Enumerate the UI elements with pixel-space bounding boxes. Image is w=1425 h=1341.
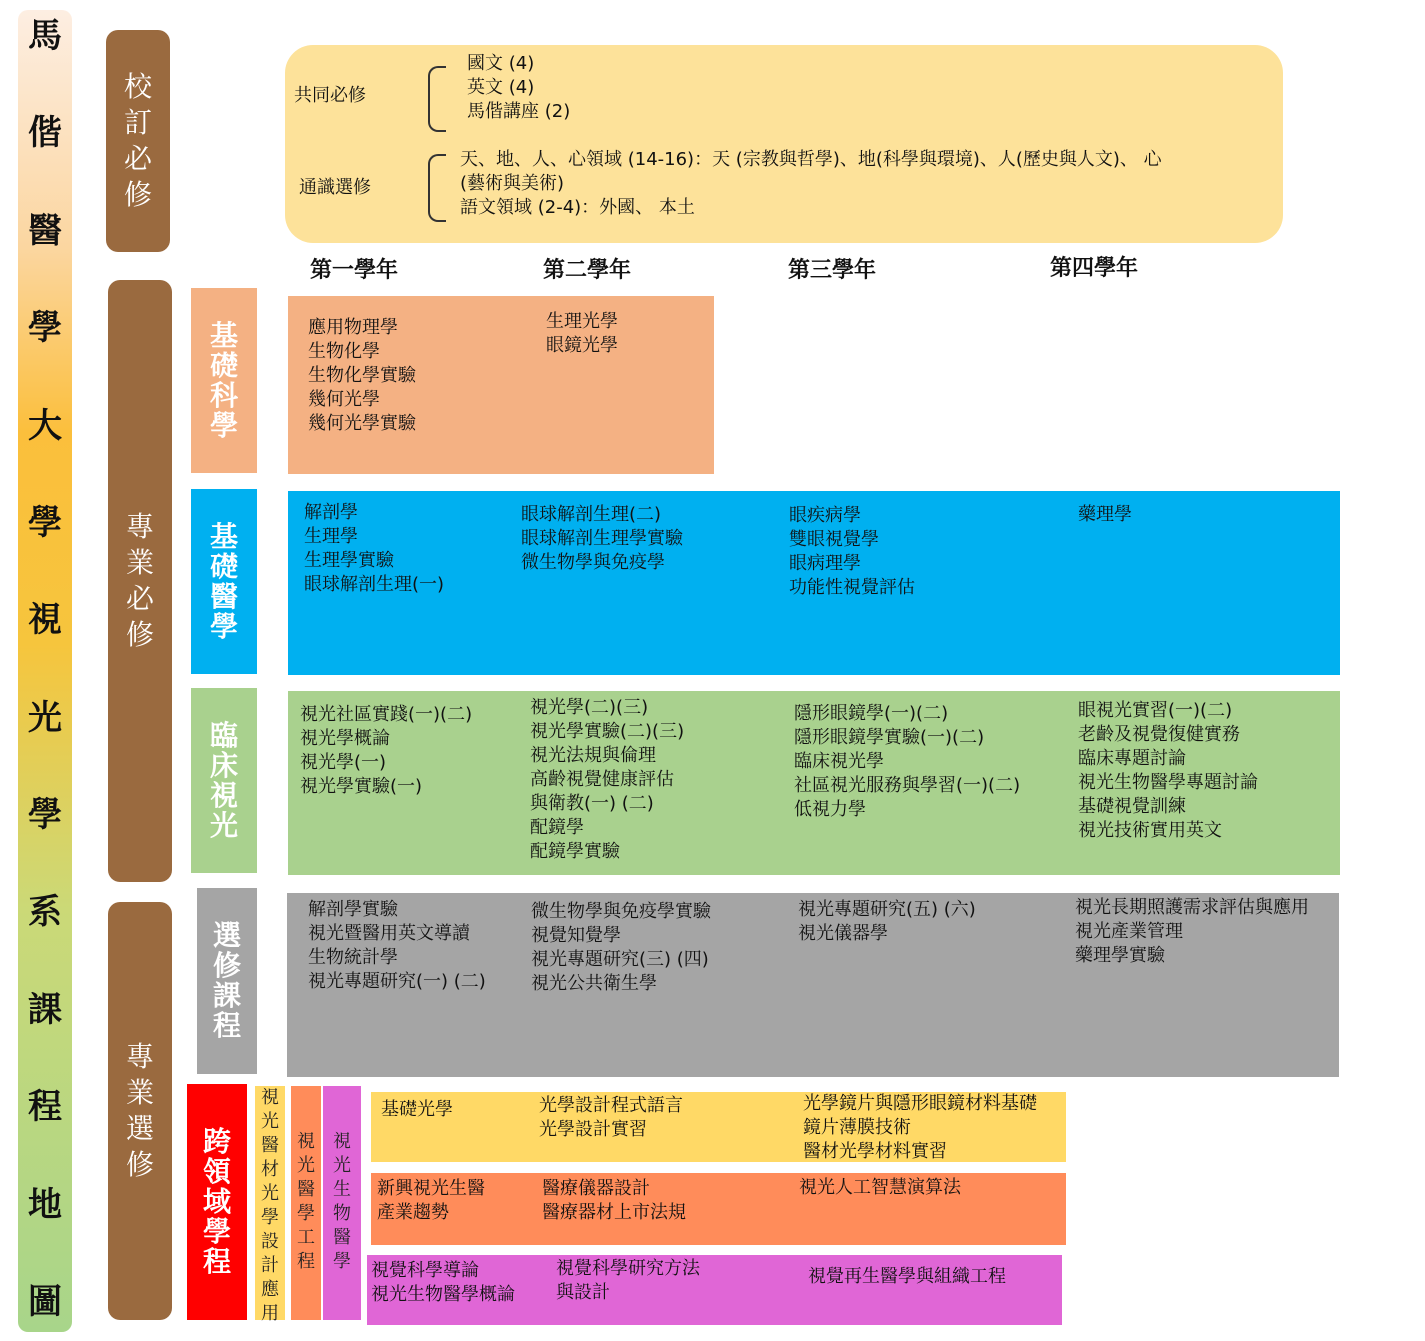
- course-item: 藥理學: [1078, 504, 1132, 525]
- category-label-char: 光: [209, 808, 238, 842]
- cross-row2-b: [542, 1177, 686, 1225]
- category-label-char: 域: [202, 1185, 231, 1218]
- program-strip-char: 光: [261, 1111, 279, 1132]
- course-item: 光學設計實習: [539, 1119, 647, 1140]
- label-basic-science: [191, 288, 257, 473]
- course-item: 眼鏡光學: [546, 335, 618, 356]
- side-label-char: 訂: [123, 106, 152, 139]
- category-label-char: 程: [212, 1009, 241, 1042]
- course-item: 雙眼視覺學: [789, 529, 879, 550]
- course-item: 臨床專題討論: [1078, 748, 1186, 769]
- title-char: 地: [28, 1184, 62, 1225]
- course-item: 解剖學: [304, 502, 358, 523]
- course-item: 醫療器材上市法規: [542, 1202, 686, 1223]
- common-required-item: 馬偕講座 (2): [467, 101, 571, 122]
- side-label-char: 選: [125, 1112, 154, 1145]
- course-item: 視光長期照護需求評估與應用: [1075, 897, 1309, 918]
- category-label-char: 學: [209, 408, 238, 442]
- elective-y2: [531, 900, 711, 996]
- program-strip-char: 工: [297, 1227, 315, 1248]
- title-char: 視: [28, 600, 62, 641]
- clinical-y2: [530, 696, 684, 864]
- category-label-char: 課: [212, 979, 241, 1012]
- course-item: 視光學(二)(三): [530, 697, 649, 718]
- course-item: 光學設計程式語言: [539, 1095, 683, 1116]
- course-item: 眼視光實習(一)(二): [1078, 700, 1233, 721]
- basic-medicine-y4: [1078, 503, 1132, 527]
- category-label-char: 學: [202, 1215, 231, 1248]
- program-strip-char: 光: [297, 1155, 315, 1176]
- course-item: 鏡片薄膜技術: [803, 1117, 911, 1138]
- strip-optometry-biomed: [323, 1086, 361, 1320]
- title-char: 學: [28, 502, 62, 543]
- course-item: 老齡及視覺復健實務: [1078, 724, 1240, 745]
- course-item: 眼球解剖生理學實驗: [521, 528, 683, 549]
- cross-row3-b: [556, 1257, 700, 1305]
- course-item: 產業趨勢: [377, 1202, 449, 1223]
- side-label-char: 業: [125, 546, 154, 579]
- course-item: 生理學: [304, 526, 358, 547]
- cross-row3-c: [808, 1265, 1006, 1289]
- label-revised-required: [106, 30, 170, 252]
- side-label-char: 修: [125, 618, 154, 651]
- common-required-items: [467, 52, 570, 124]
- common-required-item: 國文 (4): [467, 53, 535, 74]
- program-strip-char: 生: [333, 1179, 351, 1200]
- program-strip-char: 光: [261, 1183, 279, 1204]
- program-strip-char: 設: [261, 1231, 279, 1252]
- course-item: 解剖學實驗: [308, 899, 398, 920]
- course-item: 視覺再生醫學與組織工程: [808, 1266, 1006, 1287]
- course-item: 視覺知覺學: [531, 925, 621, 946]
- basic-science-y2: [546, 310, 618, 358]
- course-item: 高齡視覺健康評估: [530, 769, 674, 790]
- course-item: 基礎視覺訓練: [1078, 796, 1186, 817]
- category-label-char: 基: [209, 519, 238, 553]
- common-elective-line: 天、地、人、心領域 (14-16)：天 (宗教與哲學)、地(科學與環境)、人(歷史與人文)、 心: [460, 149, 1162, 170]
- title-char: 程: [28, 1087, 62, 1128]
- year-3: 第三學年: [788, 258, 877, 283]
- program-strip-char: 計: [261, 1255, 279, 1276]
- program-strip-char: 學: [261, 1207, 279, 1228]
- program-strip-char: 視: [261, 1087, 279, 1108]
- label-major-required: [108, 280, 172, 882]
- title-char: 系: [28, 892, 62, 933]
- course-item: 社區視光服務與學習(一)(二): [794, 775, 1021, 796]
- course-item: 醫療儀器設計: [542, 1178, 650, 1199]
- course-item: 視光暨醫用英文導讀: [308, 923, 470, 944]
- program-strip-char: 物: [333, 1203, 351, 1224]
- clinical-y1: [300, 703, 472, 799]
- category-label-char: 臨: [209, 718, 238, 752]
- label-clinical: [191, 688, 257, 873]
- category-label-char: 學: [209, 609, 238, 643]
- clinical-y4: [1078, 699, 1258, 843]
- cross-row1-a: [381, 1098, 453, 1122]
- common-elective-lines: [460, 148, 1162, 220]
- course-item: 隱形眼鏡學(一)(二): [794, 703, 949, 724]
- category-label-char: 跨: [202, 1125, 231, 1158]
- title-char: 學: [28, 795, 62, 835]
- category-label-char: 選: [212, 919, 241, 952]
- category-label-char: 礎: [209, 348, 238, 382]
- course-item: 配鏡學實驗: [530, 841, 620, 862]
- title-char: 圖: [28, 1281, 62, 1322]
- title-char: 大: [28, 405, 62, 446]
- label-basic-medicine: [191, 489, 257, 674]
- course-item: 眼病理學: [789, 553, 861, 574]
- elective-y4: [1075, 896, 1309, 968]
- title-char: 課: [28, 989, 62, 1030]
- brace-required: [428, 66, 446, 132]
- course-item: 功能性視覺評估: [789, 577, 915, 598]
- program-strip-char: 醫: [261, 1135, 279, 1156]
- side-label-char: 校: [123, 70, 152, 103]
- course-item: 低視力學: [794, 799, 866, 820]
- course-item: 光學鏡片與隱形眼鏡材料基礎: [803, 1093, 1037, 1114]
- vertical-title: [18, 10, 72, 1332]
- course-item: 藥理學實驗: [1075, 945, 1165, 966]
- title-char: 光: [28, 697, 62, 738]
- common-elective-label: 通識選修: [299, 177, 371, 198]
- program-strip-char: 醫: [297, 1179, 315, 1200]
- course-item: 視光專題研究(三) (四): [531, 949, 709, 970]
- program-strip-char: 程: [297, 1251, 315, 1272]
- side-label-char: 專: [125, 1040, 154, 1073]
- common-elective-line: (藝術與美術): [460, 173, 565, 194]
- strip-optical-device: [255, 1086, 285, 1324]
- course-item: 生理學實驗: [304, 550, 394, 571]
- category-label-char: 視: [209, 778, 238, 812]
- label-cross-domain: [187, 1084, 247, 1320]
- course-item: 幾何光學: [308, 389, 380, 410]
- program-strip-char: 學: [333, 1251, 351, 1272]
- side-label-char: 修: [125, 1148, 154, 1181]
- category-label-char: 程: [202, 1245, 231, 1278]
- side-label-char: 修: [123, 178, 152, 211]
- label-elective: [197, 888, 257, 1074]
- title-char: 偕: [28, 113, 62, 154]
- course-item: 視光社區實踐(一)(二): [300, 704, 473, 725]
- cross-row1-b: [539, 1094, 683, 1142]
- course-item: 視光儀器學: [798, 923, 888, 944]
- course-item: 視覺科學研究方法: [556, 1258, 700, 1279]
- course-item: 配鏡學: [530, 817, 584, 838]
- category-label-char: 修: [212, 949, 241, 982]
- course-item: 隱形眼鏡學實驗(一)(二): [794, 727, 985, 748]
- course-item: 醫材光學材料實習: [803, 1141, 947, 1162]
- course-item: 視光產業管理: [1075, 921, 1183, 942]
- common-required-label: 共同必修: [294, 85, 366, 106]
- category-label-char: 床: [209, 748, 238, 782]
- course-item: 應用物理學: [308, 317, 398, 338]
- course-item: 視光專題研究(五) (六): [798, 899, 976, 920]
- cross-row1-c: [803, 1092, 1037, 1164]
- title-char: 醫: [28, 210, 62, 251]
- year-1: 第一學年: [310, 258, 399, 283]
- course-item: 視光專題研究(一) (二): [308, 971, 486, 992]
- category-label-char: 領: [202, 1155, 231, 1188]
- basic-science-y1: [308, 316, 416, 436]
- program-strip-char: 學: [297, 1203, 315, 1224]
- course-item: 視光學實驗(一): [300, 776, 423, 797]
- side-label-char: 專: [125, 510, 154, 543]
- course-item: 視覺科學導論: [371, 1260, 479, 1281]
- basic-medicine-y1: [304, 501, 444, 597]
- category-label-char: 醫: [209, 579, 238, 613]
- strip-optometry-engineering: [291, 1086, 321, 1320]
- program-strip-char: 視: [297, 1131, 315, 1152]
- elective-y1: [308, 898, 486, 994]
- side-label-char: 業: [125, 1076, 154, 1109]
- course-item: 視光學(一): [300, 752, 387, 773]
- course-item: 視光公共衛生學: [531, 973, 657, 994]
- common-required-item: 英文 (4): [467, 77, 535, 98]
- category-label-char: 科: [209, 378, 238, 412]
- course-item: 視光法規與倫理: [530, 745, 656, 766]
- course-item: 視光生物醫學專題討論: [1078, 772, 1258, 793]
- program-strip-char: 視: [333, 1131, 351, 1152]
- clinical-y3: [794, 702, 1020, 822]
- course-item: 視光生物醫學概論: [371, 1284, 515, 1305]
- course-item: 眼疾病學: [789, 505, 861, 526]
- course-item: 與設計: [556, 1282, 610, 1303]
- course-item: 生物化學實驗: [308, 365, 416, 386]
- program-strip-char: 材: [261, 1159, 279, 1180]
- course-item: 生理光學: [546, 311, 618, 332]
- common-elective-line: 語文領域 (2-4)：外國、 本土: [460, 197, 695, 218]
- basic-medicine-y3: [789, 504, 915, 600]
- program-strip-char: 光: [333, 1155, 351, 1176]
- course-item: 視光人工智慧演算法: [799, 1177, 961, 1198]
- course-item: 視光技術實用英文: [1078, 820, 1222, 841]
- program-strip-char: 醫: [333, 1227, 351, 1248]
- cross-row2-a: [377, 1177, 485, 1225]
- label-major-elective: [108, 902, 172, 1320]
- course-item: 眼球解剖生理(二): [521, 504, 662, 525]
- course-item: 微生物學與免疫學實驗: [531, 901, 711, 922]
- cross-row2-c: [799, 1176, 961, 1200]
- program-strip-char: 用: [261, 1303, 279, 1324]
- course-item: 生物化學: [308, 341, 380, 362]
- course-item: 生物統計學: [308, 947, 398, 968]
- course-item: 與衛教(一) (二): [530, 793, 654, 814]
- category-label-char: 礎: [209, 549, 238, 583]
- title-char: 學: [28, 308, 62, 349]
- course-item: 幾何光學實驗: [308, 413, 416, 434]
- cross-row3-a: [371, 1259, 515, 1307]
- category-label-char: 基: [209, 318, 238, 352]
- course-item: 新興視光生醫: [377, 1178, 485, 1199]
- side-label-char: 必: [125, 582, 154, 615]
- basic-medicine-y2: [521, 503, 683, 575]
- title-char: 馬: [28, 16, 62, 56]
- program-strip-char: 應: [261, 1279, 279, 1300]
- elective-y3: [798, 898, 976, 946]
- year-4: 第四學年: [1050, 256, 1139, 281]
- side-label-char: 必: [123, 142, 152, 175]
- year-2: 第二學年: [543, 258, 632, 283]
- course-item: 視光學實驗(二)(三): [530, 721, 685, 742]
- course-item: 臨床視光學: [794, 751, 884, 772]
- course-item: 眼球解剖生理(一): [304, 574, 445, 595]
- course-item: 基礎光學: [381, 1099, 453, 1120]
- course-item: 視光學概論: [300, 728, 390, 749]
- course-item: 微生物學與免疫學: [521, 552, 665, 573]
- brace-elective: [428, 154, 446, 222]
